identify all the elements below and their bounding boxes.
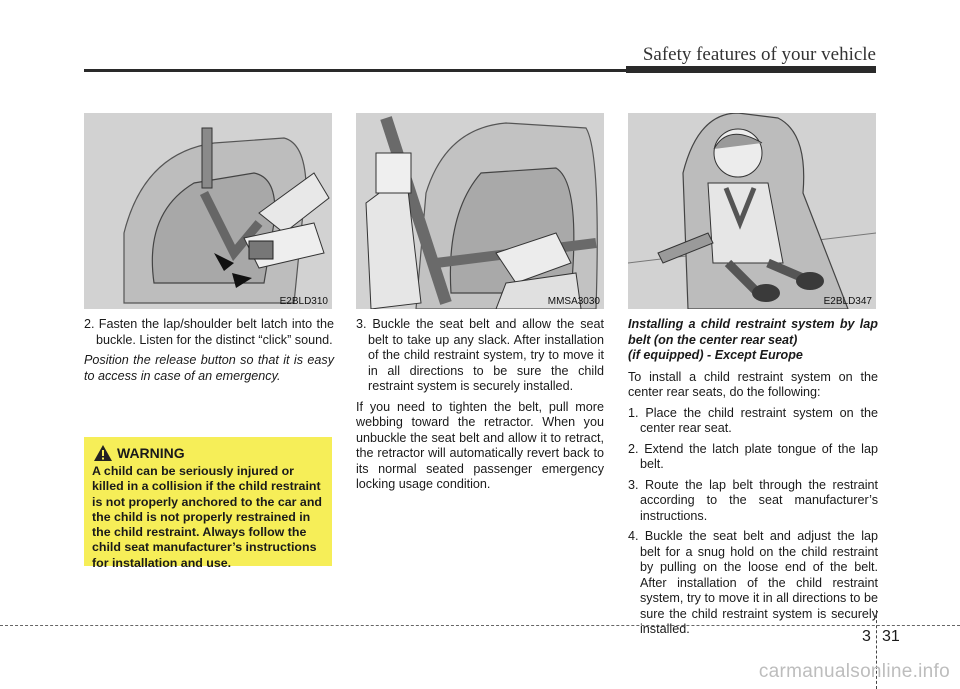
list-item: 2. Extend the latch plate tongue of the lap belt. [628, 441, 878, 471]
child-seat-buckle-illustration [84, 113, 332, 309]
list-item: 4. Buckle the seat belt and adjust the lap belt for a snug hold on the child restraint by pulling on the loose end of the belt. After installation of the child restraint system, try to move it in all directions to be sure the child restraint system is securely installed. [628, 529, 878, 636]
warning-box [84, 437, 332, 570]
figure-caption: E2BLD310 [279, 296, 328, 307]
section-heading-qualifier: (if equipped) - Except Europe [628, 348, 803, 362]
column-2 [356, 317, 604, 498]
warning-triangle-icon [94, 445, 112, 461]
footer-rule [0, 625, 960, 626]
list-item: 1. Place the child restraint system on the center rear seat. [628, 405, 878, 435]
step-2-text: 2. Fasten the lap/shoulder belt latch into the buckle. Listen for the distinct “click” sound. [84, 317, 334, 347]
child-in-seat-illustration [628, 113, 876, 309]
figure-seat-belt-tighten [356, 113, 604, 309]
list-item: 3. Route the lap belt through the restraint according to the seat manufacturer’s instructions. [628, 477, 878, 523]
figure-caption: MMSA3030 [547, 296, 600, 307]
watermark-text: carmanualsonline.info [758, 661, 950, 682]
figure-child-in-seat [628, 113, 876, 309]
seat-belt-tighten-illustration [356, 113, 604, 309]
tighten-belt-paragraph: If you need to tighten the belt, pull more webbing toward the retractor. When you unbuckle the seat belt and allow it to retract, the retractor will automatically revert back to its normal seated passenger emergency locking usage condition. [356, 399, 604, 491]
warning-text: A child can be seriously injured or killed in a collision if the child restraint is not properly anchored to the car and the child is not properly restrained in the child restraint. Always follow the child seat manufacturer’s instructions for installation and use. [92, 464, 322, 570]
figure-caption: E2BLD347 [823, 296, 872, 307]
warning-title: WARNING [117, 445, 185, 461]
step-3-text: 3. Buckle the seat belt and allow the seat belt to take up any slack. After installation of the child restraint system, try to move it in all directions to be sure the child restraint system is securely installed. [356, 317, 604, 393]
release-button-note: Position the release button so that it is easy to access in case of an emergency. [84, 353, 334, 383]
chapter-number: 3 [862, 628, 871, 645]
intro-paragraph: To install a child restraint system on the center rear seats, do the following: [628, 369, 878, 399]
figure-child-seat-buckle [84, 113, 332, 309]
section-title: Safety features of your vehicle [642, 44, 876, 65]
section-heading: Installing a child restraint system by lap belt (on the center rear seat) [628, 317, 878, 347]
column-3 [628, 317, 878, 643]
page-number: 31 [882, 628, 900, 645]
header-rule-accent [626, 66, 876, 73]
column-1 [84, 317, 334, 389]
